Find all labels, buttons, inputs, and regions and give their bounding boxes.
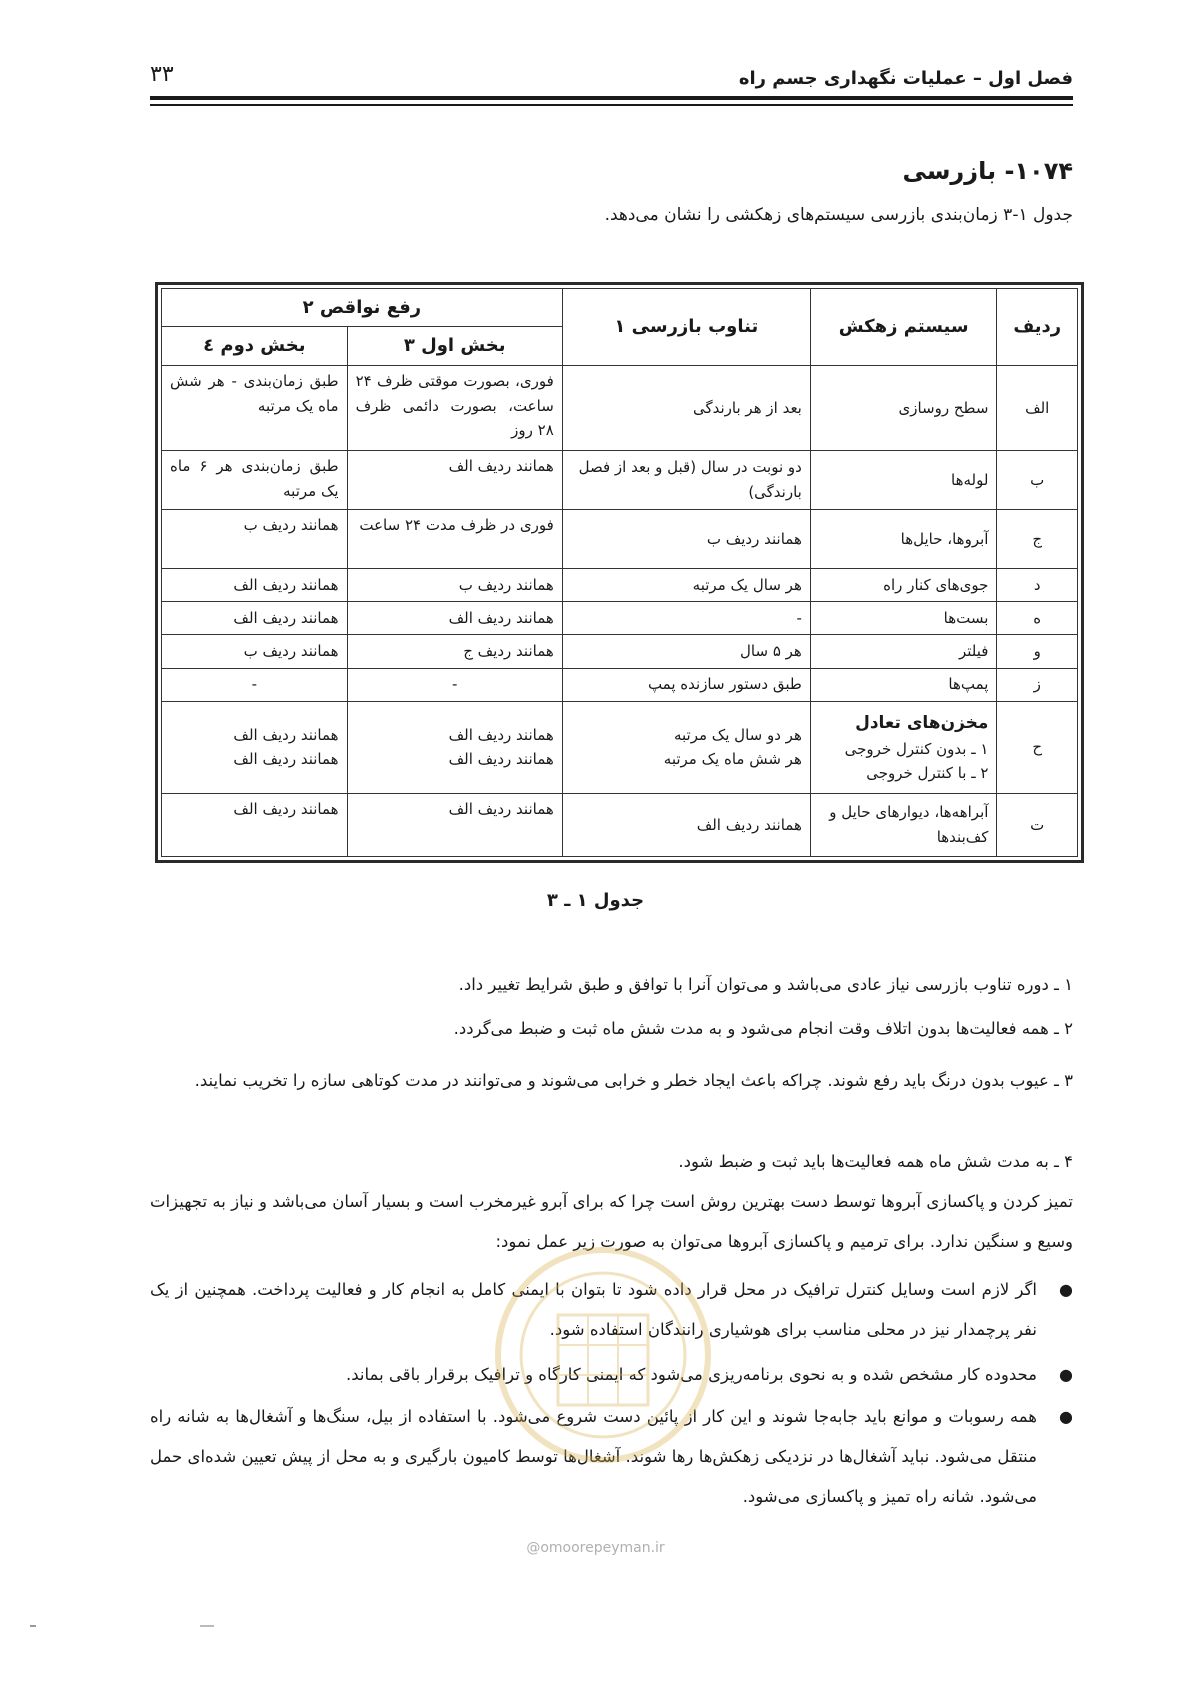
- row-system-line: ۱ ـ بدون کنترل خروجی: [844, 739, 989, 758]
- row-part2: همانند ردیف الف: [162, 568, 348, 601]
- row-frequency-line: هر شش ماه یک مرتبه: [663, 750, 802, 769]
- table-row: [162, 701, 1078, 793]
- row-part2: طبق زمان‌بندی هر ۶ ماه یک مرتبه: [162, 451, 348, 510]
- body-paragraph: تمیز کردن و پاکسازی آبروها توسط دست بهترین روش است چرا که برای آبرو غیرمخرب است و بسیار آسان می‌باشد و نیاز به تجهیزات وسیع و سنگین ندارد. برای ترمیم و پاکسازی آبروها می‌توان به صورت زیر عمل نمود:: [150, 1192, 1073, 1251]
- bullet-icon: ●: [1059, 1407, 1073, 1426]
- header-frequency: تناوب بازرسی ۱: [562, 289, 810, 366]
- row-frequency: همانند ردیف ب: [562, 510, 810, 569]
- footnote-4: ۴ ـ به مدت شش ماه همه فعالیت‌ها باید ثبت و ضبط شود.: [678, 1152, 1073, 1171]
- inspection-table: [155, 282, 1084, 863]
- table-row: [162, 635, 1078, 668]
- row-part2: طبق زمان‌بندی - هر شش ماه یک مرتبه: [162, 365, 348, 450]
- running-head: فصل اول – عملیات نگهداری جسم راه: [738, 68, 1073, 89]
- row-system-title: مخزن‌های تعادل: [855, 712, 989, 733]
- footnote-1: ۱ ـ دوره تناوب بازرسی نیاز عادی می‌باشد و می‌توان آنرا با توافق و طبق شرایط تغییر داد.: [458, 975, 1073, 994]
- header-rule-thin: [150, 104, 1073, 106]
- row-part1: همانند ردیف الف: [347, 794, 562, 857]
- row-system: سطح روسازی: [810, 365, 997, 450]
- intro-text: جدول ۱-۳ زمان‌بندی بازرسی سیستم‌های زهکشی را نشان می‌دهد.: [604, 205, 1073, 225]
- row-system: جوی‌های کنار راه: [810, 568, 997, 601]
- row-part2: همانند ردیف الف: [162, 602, 348, 635]
- row-frequency: [562, 701, 810, 793]
- list-item-text: اگر لازم است وسایل کنترل ترافیک در محل قرار داده شود تا بتوان با ایمنی کامل به انجام کار و فعالیت پرداخت. همچنین از یک نفر پرچمدار نیز در محلی مناسب برای هوشیاری رانندگان استفاده شود.: [150, 1280, 1037, 1339]
- footnote-3: ۳ ـ عیوب بدون درنگ باید رفع شوند. چراکه باعث ایجاد خطر و خرابی می‌شوند و می‌توانند در مدت کوتاهی سازه را تخریب نمایند.: [194, 1071, 1073, 1090]
- row-system: بست‌ها: [810, 602, 997, 635]
- bullet-icon: ●: [1059, 1280, 1073, 1299]
- header-system: سیستم زهکش: [810, 289, 997, 366]
- row-part1: [347, 701, 562, 793]
- row-system: لوله‌ها: [810, 451, 997, 510]
- header-part2: بخش دوم ٤: [162, 327, 348, 365]
- table-row: [162, 451, 1078, 510]
- row-system-line: ۲ ـ با کنترل خروجی: [866, 764, 989, 783]
- row-frequency: بعد از هر بارندگی: [562, 365, 810, 450]
- row-part1-line: همانند ردیف الف: [448, 750, 554, 769]
- row-part2: [162, 701, 348, 793]
- list-item-text: محدوده کار مشخص شده و به نحوی برنامه‌ریزی می‌شود که ایمنی کارگاه و ترافیک برقرار باقی بماند.: [346, 1365, 1037, 1384]
- row-part1: فوری، بصورت موقتی ظرف ۲۴ ساعت، بصورت دائمی ظرف ۲۸ روز: [347, 365, 562, 450]
- row-part2: همانند ردیف الف: [162, 794, 348, 857]
- row-id: الف: [997, 365, 1078, 450]
- row-system: آبراهه‌ها، دیوارهای حایل و کف‌بندها: [810, 794, 997, 857]
- row-part1: همانند ردیف ج: [347, 635, 562, 668]
- header-remedy: رفع نواقص ۲: [162, 289, 563, 327]
- row-part1: -: [347, 668, 562, 701]
- row-frequency: هر سال یک مرتبه: [562, 568, 810, 601]
- table-row: [162, 668, 1078, 701]
- row-part2-line: همانند ردیف الف: [233, 750, 339, 769]
- table-row: [162, 510, 1078, 569]
- row-part1: همانند ردیف الف: [347, 451, 562, 510]
- table-caption: جدول ۱ ـ ۳: [546, 890, 645, 911]
- page-number: ۳۳: [150, 62, 174, 87]
- row-part2: -: [162, 668, 348, 701]
- row-frequency: طبق دستور سازنده پمپ: [562, 668, 810, 701]
- watermark-text: @omoorepeyman.ir: [526, 1540, 665, 1556]
- row-part1: همانند ردیف ب: [347, 568, 562, 601]
- row-id: ج: [997, 510, 1078, 569]
- section-heading: ۱۰۷۴- بازرسی: [902, 157, 1073, 185]
- row-id: ب: [997, 451, 1078, 510]
- row-part2: همانند ردیف ب: [162, 510, 348, 569]
- row-frequency: -: [562, 602, 810, 635]
- table-row: [162, 794, 1078, 857]
- header-row-id: ردیف: [997, 289, 1078, 366]
- row-part2-line: همانند ردیف الف: [233, 725, 339, 744]
- list-item-text: همه رسوبات و موانع باید جابه‌جا شوند و این کار از پائین دست شروع می‌شود. با استفاده از بیل، سنگ‌ها و آشغال‌ها به شانه راه منتقل می‌شود. نباید آشغال‌ها در نزدیکی زهکش‌ها رها شوند. آشغال‌ها توسط کامیون بارگیری و به محل از پیش تعیین شده‌ای حمل می‌شود. شانه راه تمیز و پاکسازی می‌شود.: [150, 1407, 1037, 1506]
- row-frequency: همانند ردیف الف: [562, 794, 810, 857]
- table-row: [162, 568, 1078, 601]
- header-part1: بخش اول ۳: [347, 327, 562, 365]
- scan-mark: [30, 1625, 36, 1627]
- row-part1-line: همانند ردیف الف: [448, 725, 554, 744]
- bullet-icon: ●: [1059, 1365, 1073, 1384]
- row-id: و: [997, 635, 1078, 668]
- row-frequency: هر ۵ سال: [562, 635, 810, 668]
- table-row: [162, 602, 1078, 635]
- row-part1: فوری در ظرف مدت ۲۴ ساعت: [347, 510, 562, 569]
- watermark-seal-icon: [488, 1235, 718, 1475]
- row-part2: همانند ردیف ب: [162, 635, 348, 668]
- row-id: ح: [997, 701, 1078, 793]
- row-id: ت: [997, 794, 1078, 857]
- row-frequency-line: هر دو سال یک مرتبه: [673, 725, 802, 744]
- row-id: ه: [997, 602, 1078, 635]
- row-id: د: [997, 568, 1078, 601]
- row-id: ز: [997, 668, 1078, 701]
- row-system: فیلتر: [810, 635, 997, 668]
- row-frequency: دو نوبت در سال (قبل و بعد از فصل بارندگی): [562, 451, 810, 510]
- footnote-2: ۲ ـ همه فعالیت‌ها بدون اتلاف وقت انجام می‌شود و به مدت شش ماه ثبت و ضبط می‌گردد.: [453, 1019, 1073, 1038]
- row-system: آبروها، حایل‌ها: [810, 510, 997, 569]
- table-row: [162, 365, 1078, 450]
- row-system: پمپ‌ها: [810, 668, 997, 701]
- header-rule-thick: [150, 96, 1073, 100]
- row-part1: همانند ردیف الف: [347, 602, 562, 635]
- row-system: [810, 701, 997, 793]
- scan-mark: [200, 1625, 214, 1627]
